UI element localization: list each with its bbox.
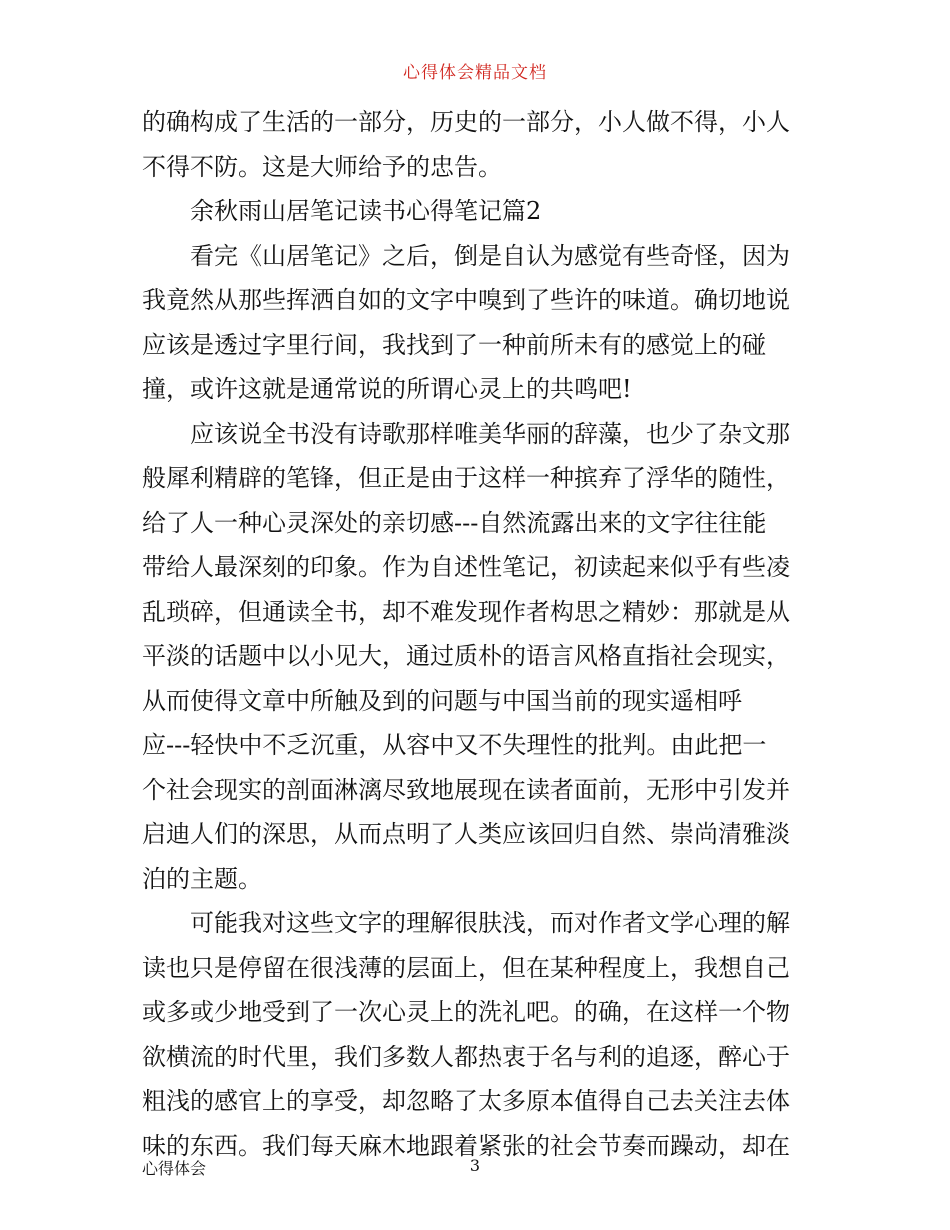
text-line: 泊的主题。 — [142, 864, 262, 893]
text-line: 余秋雨山居笔记读书心得笔记篇2 — [190, 197, 542, 225]
document-body — [142, 100, 812, 1168]
page-header-title: 心得体会精品文档 — [403, 63, 547, 83]
text-line: 从而使得文章中所触及到的问题与中国当前的现实遥相呼 — [142, 686, 742, 715]
text-line: 乱琐碎，但通读全书，却不难发现作者构思之精妙：那就是从 — [142, 597, 790, 626]
text-line: 启迪人们的深思，从而点明了人类应该回归自然、崇尚清雅淡 — [142, 820, 790, 848]
text-line: 或多或少地受到了一次心灵上的洗礼吧。的确，在这样一个物 — [142, 998, 790, 1026]
text-line: 味的东西。我们每天麻木地跟着紧张的社会节奏而躁动，却在 — [142, 1131, 790, 1160]
page-number: 3 — [469, 1156, 481, 1175]
text-line: 应该是透过字里行间，我找到了一种前所未有的感觉上的碰 — [142, 330, 766, 359]
text-line: 应该说全书没有诗歌那样唯美华丽的辞藻，也少了杂文那 — [190, 419, 790, 448]
text-line: 给了人一种心灵深处的亲切感---自然流露出来的文字往往能 — [142, 508, 767, 537]
text-line: 平淡的话题中以小见大，通过质朴的语言风格直指社会现实， — [142, 642, 790, 670]
text-line: 我竟然从那些挥洒自如的文字中嗅到了些许的味道。确切地说 — [142, 286, 790, 314]
text-line: 欲横流的时代里，我们多数人都热衷于名与利的追逐，醉心于 — [142, 1042, 790, 1071]
text-line: 看完《山居笔记》之后，倒是自认为感觉有些奇怪，因为 — [190, 241, 790, 270]
text-line: 粗浅的感官上的享受，却忽略了太多原本值得自己去关注去体 — [142, 1087, 790, 1115]
text-line: 应---轻快中不乏沉重，从容中又不失理性的批判。由此把一 — [142, 731, 767, 759]
footer-label: 心得体会 — [142, 1159, 207, 1178]
text-line: 的确构成了生活的一部分，历史的一部分，小人做不得，小人 — [142, 108, 790, 136]
text-line: 个社会现实的剖面淋漓尽致地展现在读者面前，无形中引发并 — [142, 775, 790, 804]
text-line: 般犀利精辟的笔锋，但正是由于这样一种摈弃了浮华的随性， — [142, 464, 790, 492]
text-line: 带给人最深刻的印象。作为自述性笔记，初读起来似乎有些凌 — [142, 553, 790, 581]
text-line: 撞，或许这就是通常说的所谓心灵上的共鸣吧! — [142, 375, 632, 403]
text-line: 读也只是停留在很浅薄的层面上，但在某种程度上，我想自己 — [142, 953, 790, 982]
text-line: 不得不防。这是大师给予的忠告。 — [142, 152, 502, 181]
text-line: 可能我对这些文字的理解很肤浅，而对作者文学心理的解 — [190, 909, 790, 937]
